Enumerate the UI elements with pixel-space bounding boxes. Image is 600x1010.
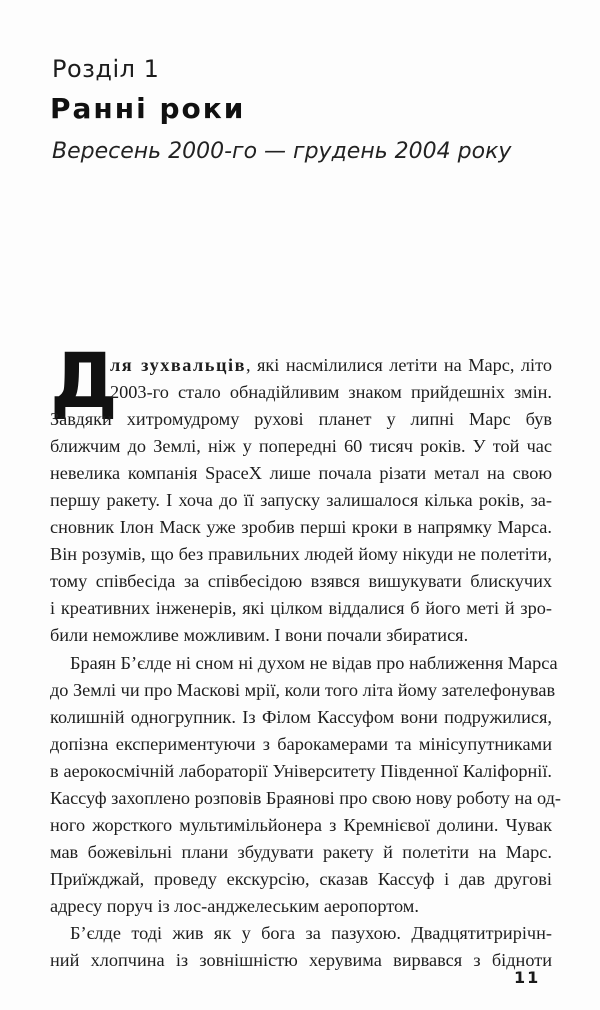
lead-in-text: ля зухвальців bbox=[110, 355, 246, 375]
paragraph-line: допізна експериментуючи з барокамерами та мінісупутниками bbox=[50, 733, 552, 754]
paragraph-line: до Землі чи про Маскові мрії, коли того літа йому зателефонував bbox=[50, 679, 556, 700]
paragraph-line: ля зухвальців, які насмілилися летіти на Марс, літо bbox=[110, 355, 552, 375]
paragraph-line: ного жорсткого мультимільйонера з Кремнієвої долини. Чувак bbox=[50, 814, 552, 835]
paragraph-line: били неможливе можливим. І вони почали збиратися. bbox=[50, 625, 469, 646]
paragraph-line: і креативних інженерів, які цілком віддалися б його меті й зро- bbox=[50, 598, 552, 619]
paragraph-line: тому співбесіда за співбесідою взявся вишукувати блискучих bbox=[50, 571, 552, 592]
page-number: 11 bbox=[514, 968, 541, 987]
paragraph-line: Браян Бʼєлде ні сном ні духом не відав про наближення Марса bbox=[70, 652, 558, 673]
paragraph-line: Завдяки хитромудрому рухові планет у липні Марс був bbox=[50, 409, 552, 430]
paragraph-line: в аерокосмічній лабораторії Університету Південної Каліфорнії. bbox=[50, 760, 552, 781]
body-text bbox=[50, 352, 561, 974]
drop-cap: Д bbox=[50, 336, 118, 425]
paragraph-line: ний хлопчина із зовнішністю херувима вирвався з бідноти bbox=[50, 950, 552, 971]
paragraph-line: колишній одногрупник. Із Філом Кассуфом вони подружилися, bbox=[50, 706, 552, 727]
paragraph-line: 2003-го стало обнадійливим знаком прийдешніх змін. bbox=[110, 382, 552, 403]
paragraph-line: Приїжджай, проведу екскурсію, сказав Кассуф і дав другові bbox=[50, 868, 552, 889]
paragraph-line: адресу поруч із лос-анджелеським аеропортом. bbox=[50, 895, 419, 916]
paragraph-line: першу ракету. І хоча до її запуску залишалося кілька років, за- bbox=[50, 490, 552, 511]
chapter-dates: Вересень 2000-го — грудень 2004 року bbox=[52, 139, 512, 164]
paragraph-line: Він розумів, що без правильних людей йому нікуди не полетіти, bbox=[50, 544, 552, 565]
paragraph-line: сновник Ілон Маск уже зробив перші кроки в напрямку Марса. bbox=[50, 517, 552, 538]
chapter-title: Ранні роки bbox=[50, 92, 246, 125]
paragraph-line: Бʼєлде тоді жив як у бога за пазухою. Двадцятитрирічн- bbox=[70, 922, 552, 943]
paragraph-line: ближчим до Землі, ніж у попередні 60 тисяч років. У той час bbox=[50, 436, 552, 457]
paragraph-line: Кассуф захоплено розповів Браянові про свою нову роботу на од- bbox=[50, 787, 561, 808]
chapter-label: Розділ 1 bbox=[52, 55, 160, 83]
paragraph-line: мав божевільні плани збудувати ракету й полетіти на Марс. bbox=[50, 841, 552, 862]
paragraph-line: невелика компанія SpaceX лише почала різати метал на свою bbox=[50, 463, 552, 484]
